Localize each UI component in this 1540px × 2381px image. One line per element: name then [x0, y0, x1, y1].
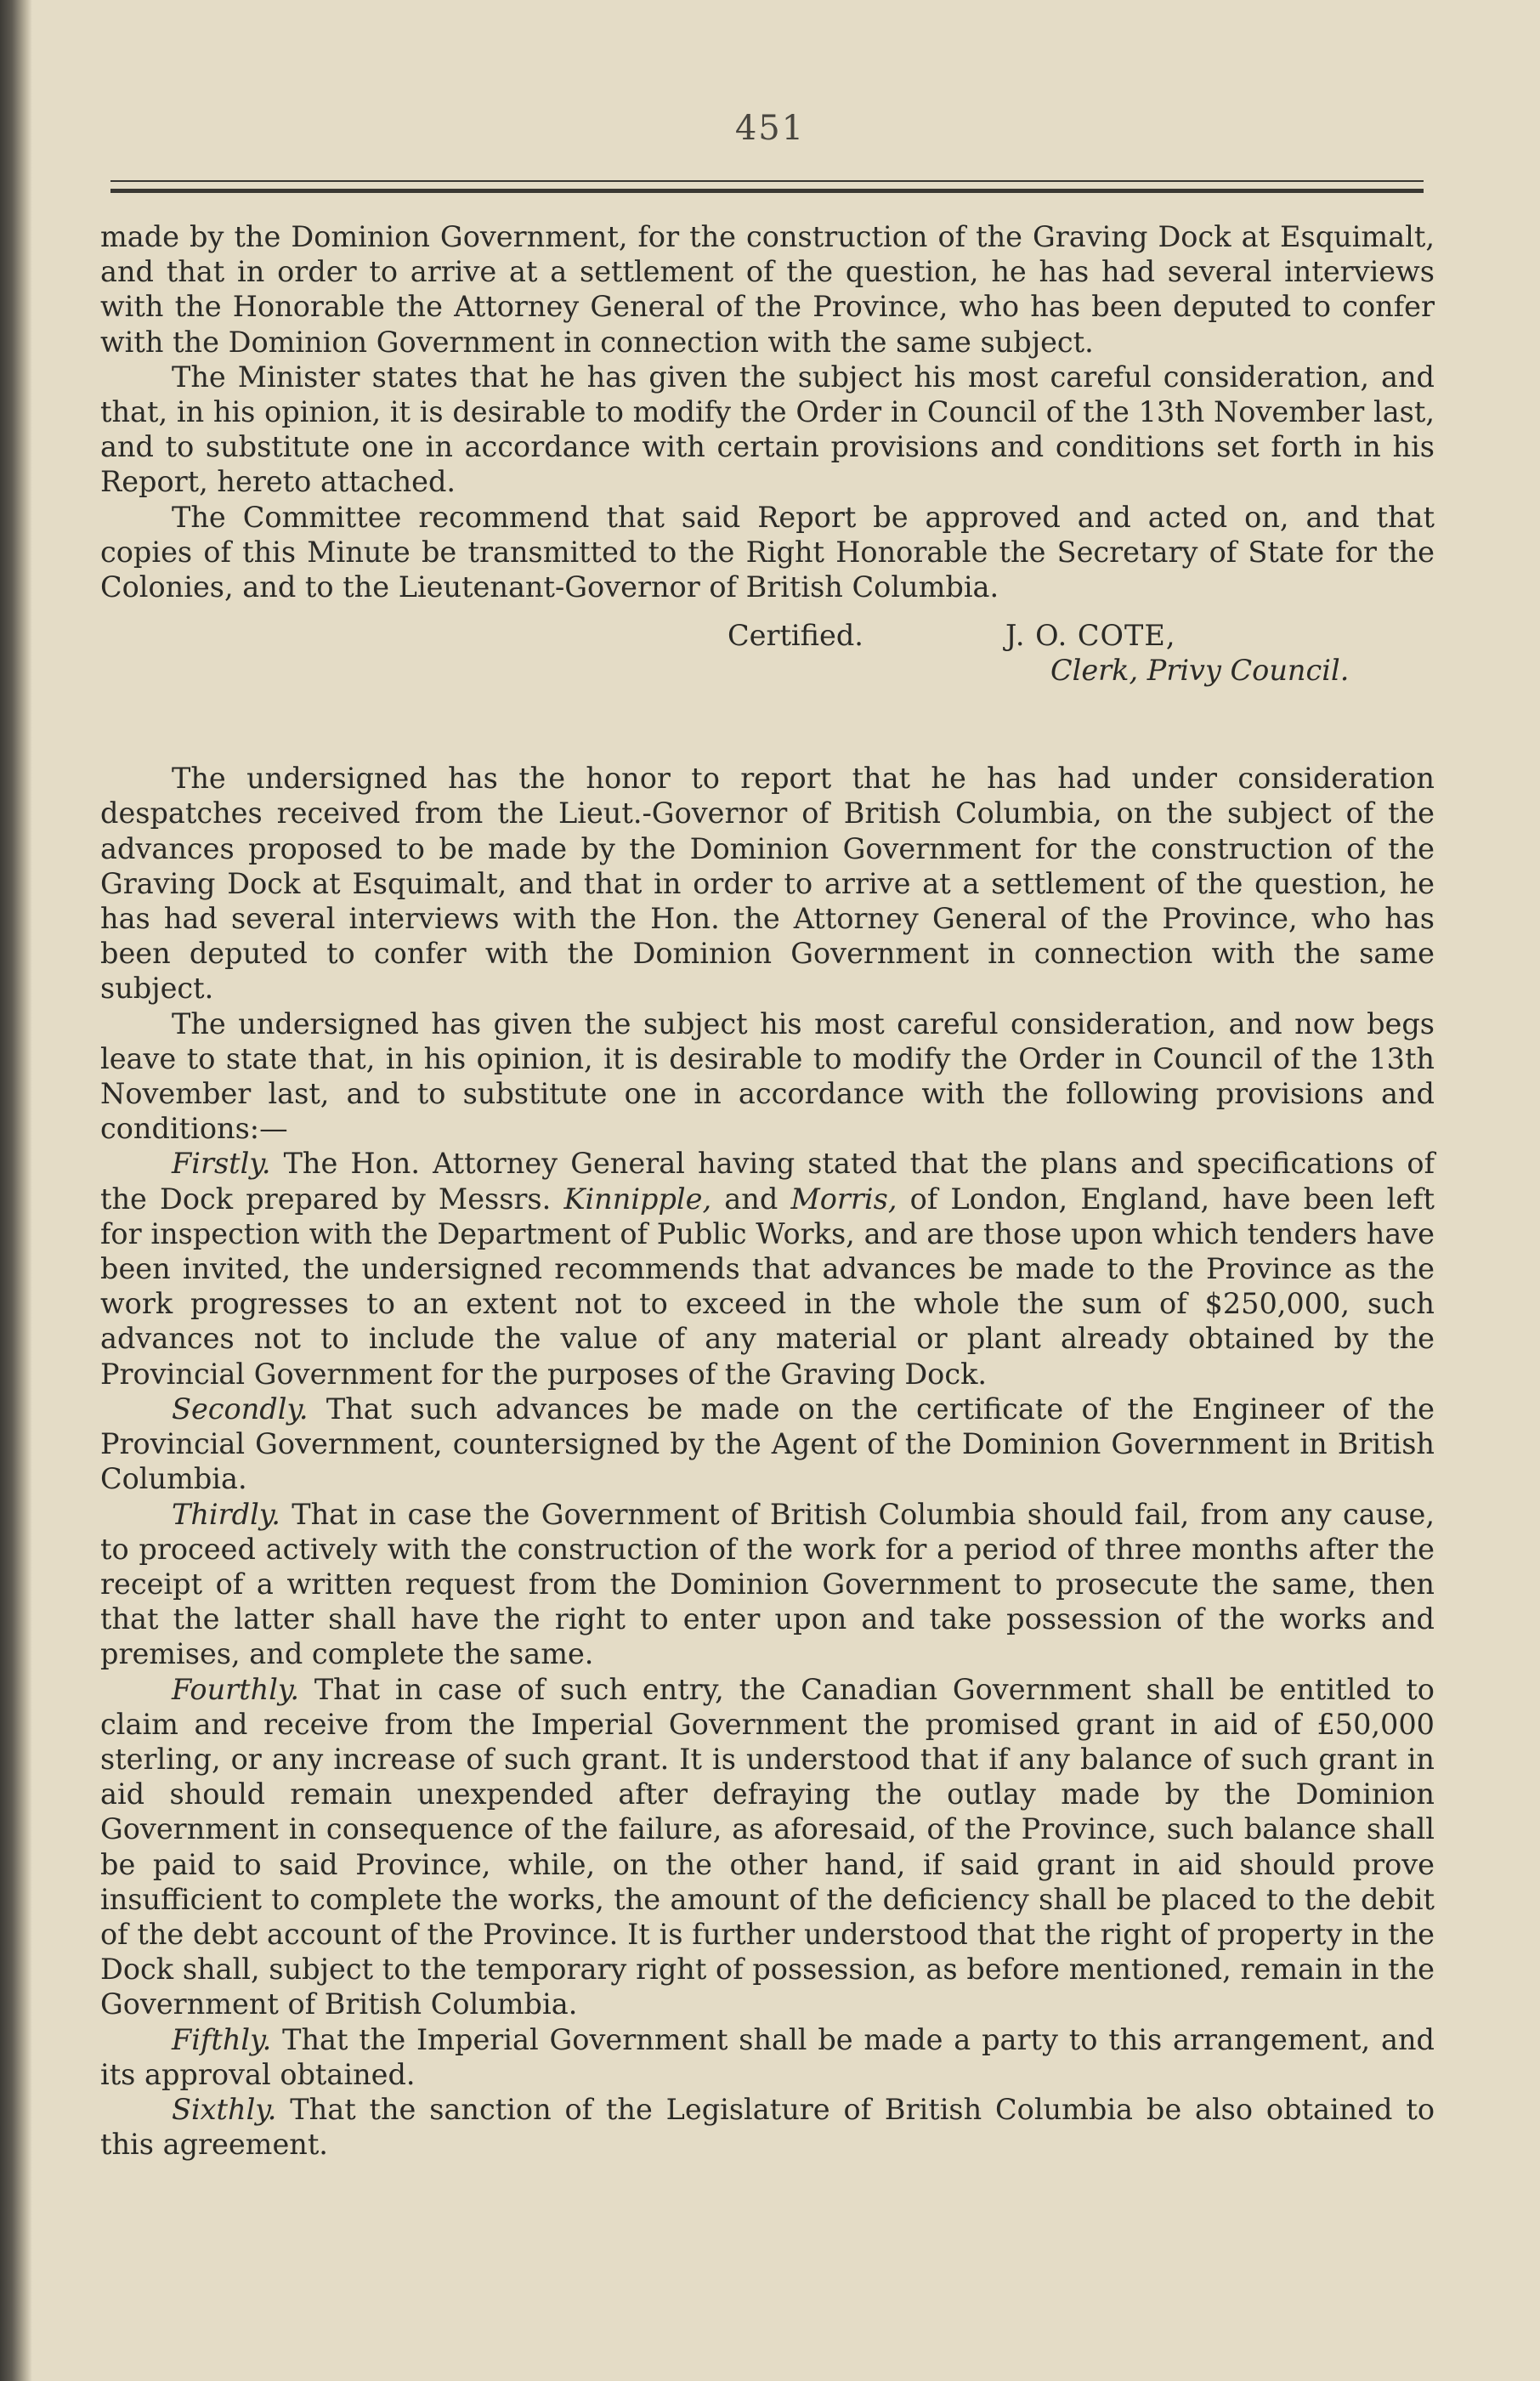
- clerk-title: Clerk, Privy Council.: [1050, 654, 1350, 688]
- fifthly-text: That the Imperial Government shall be made a party to this arrangement, and its approval obtained.: [100, 2022, 1435, 2091]
- sixthly-text: That the sanction of the Legislature of British Columbia be also obtained to this agreement.: [100, 2092, 1435, 2162]
- fourthly-label: Fourthly.: [172, 1672, 300, 1706]
- provision-sixthly: [100, 2092, 1435, 2162]
- thirdly-label: Thirdly.: [172, 1497, 280, 1531]
- certified-label: Certified.: [728, 619, 863, 653]
- page-number: 451: [734, 109, 806, 148]
- firstly-text-b: and: [724, 1182, 778, 1216]
- firstly-text-c: of London, England, have been left for inspection with the Department of Public Works, and are those upon which tenders have been invited, the undersigned recommends that advances be made to the Province as the work progresses to an extent not to exceed in the whole the sum of $250,000, such advances not to include the value of any material or plant already obtained by the Provincial Government for the purposes of the Graving Dock.: [100, 1182, 1435, 1391]
- report-intro: The undersigned has the honor to report that he has had under consideration despatches received from the Lieut.-Governor of British Columbia, on the subject of the advances proposed to be made by the Dominion Government for the construction of the Graving Dock at Esquimalt, and that in order to arrive at a settlement of the question, he has had several interviews with the Hon. the Attorney General of the Province, who has been deputed to confer with the Dominion Government in connection with the same subject.: [100, 762, 1435, 1006]
- page-body: [100, 219, 1435, 2162]
- provision-secondly: [100, 1392, 1435, 1497]
- minute-paragraph-committee: The Committee recommend that said Report be approved and acted on, and that copies of this Minute be transmitted to the Right Honorable the Secretary of State for the Colonies, and to the Lieutenant-Governor of British Columbia.: [100, 500, 1435, 604]
- provision-thirdly: [100, 1497, 1435, 1672]
- fifthly-label: Fifthly.: [172, 2022, 272, 2056]
- thirdly-text: That in case the Government of British Columbia should fail, from any cause, to proceed actively with the construction of the work for a period of three months after the receipt of a written request from the Dominion Government to prosecute the same, then that the latter shall have the right to enter upon and take possession of the works and premises, and complete the same.: [100, 1497, 1435, 1671]
- minute-paragraph-minister: The Minister states that he has given the subject his most careful consideration, and that, in his opinion, it is desirable to modify the Order in Council of the 13th November last, and to substitute one in accordance with certain provisions and conditions set forth in his Report, hereto attached.: [100, 360, 1435, 499]
- firstly-name-kinnipple: Kinnipple,: [563, 1182, 712, 1216]
- firstly-name-morris: Morris,: [790, 1182, 897, 1216]
- certification-block: [100, 618, 1435, 703]
- header-rule-thin: [110, 180, 1424, 182]
- secondly-text: That such advances be made on the certificate of the Engineer of the Provincial Government, countersigned by the Agent of the Dominion Government in British Columbia.: [100, 1392, 1435, 1496]
- firstly-text-a: The Hon. Attorney General having stated that the plans and specifications of the Dock prepared by Messrs.: [100, 1147, 1435, 1216]
- header-rule-thick: [110, 189, 1424, 193]
- sixthly-label: Sixthly.: [172, 2092, 277, 2126]
- secondly-label: Secondly.: [172, 1392, 309, 1426]
- page-binding-shadow: [0, 0, 32, 2381]
- provision-fourthly: [100, 1672, 1435, 2022]
- report-consideration: The undersigned has given the subject his most careful consideration, and now begs leave to state that, in his opinion, it is desirable to modify the Order in Council of the 13th November last, and to substitute one in accordance with the following provisions and conditions:—: [100, 1006, 1435, 1146]
- minute-paragraph-continued: made by the Dominion Government, for the construction of the Graving Dock at Esquimalt, and that in order to arrive at a settlement of the question, he has had several interviews with the Honorable the Attorney General of the Province, who has been deputed to confer with the Dominion Government in connection with the same subject.: [100, 220, 1435, 359]
- provision-firstly: [100, 1146, 1435, 1391]
- section-gap: [100, 703, 1435, 761]
- provision-fifthly: [100, 2022, 1435, 2092]
- clerk-name: J. O. COTE,: [1005, 619, 1176, 653]
- firstly-label: Firstly.: [172, 1147, 271, 1181]
- fourthly-text: That in case of such entry, the Canadian Government shall be entitled to claim and receive from the Imperial Government the promised grant in aid of £50,000 sterling, or any increase of such grant. It is understood that if any balance of such grant in aid should remain unexpended after defraying the outlay made by the Dominion Government in consequence of the failure, as aforesaid, of the Province, such balance shall be paid to said Province, while, on the other hand, if said grant in aid should prove insufficient to complete the works, the amount of the deficiency shall be placed to the debit of the debt account of the Province. It is further understood that the right of property in the Dock shall, subject to the temporary right of possession, as before mentioned, remain in the Government of British Columbia.: [100, 1672, 1435, 2021]
